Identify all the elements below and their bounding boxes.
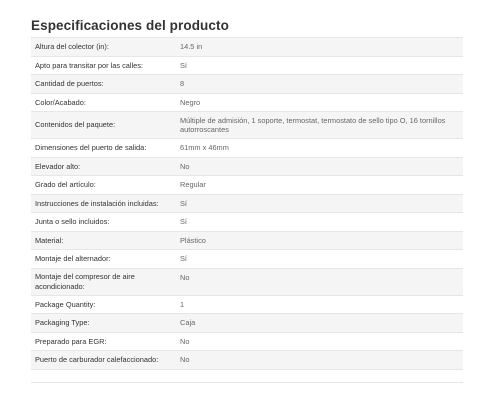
spec-value: Plástico — [174, 231, 463, 250]
spec-value: Sí — [174, 194, 463, 213]
spec-value: No — [174, 268, 463, 295]
spec-row-montaje-alternador — [31, 250, 463, 269]
spec-label: Montaje del alternador: — [31, 250, 174, 269]
spec-label: Dimensiones del puerto de salida: — [31, 139, 174, 158]
spec-row-color-acabado — [31, 93, 463, 112]
spec-row-apto-transitar — [31, 56, 463, 75]
spec-row-instrucciones — [31, 194, 463, 213]
spec-value: No — [174, 351, 463, 370]
spec-value: Múltiple de admisión, 1 soporte, termostat, termostato de sello tipo O, 16 tornillos autorroscantes — [174, 112, 463, 139]
spec-label: Altura del colector (in): — [31, 38, 174, 57]
spec-label: Montaje del compresor de aire acondicionado: — [31, 268, 174, 295]
spec-row-puerto-carburador — [31, 351, 463, 370]
spec-value: Sí — [174, 250, 463, 269]
spec-value: 1 — [174, 295, 463, 314]
spec-label: Grado del artículo: — [31, 176, 174, 195]
spec-row-material — [31, 231, 463, 250]
spec-label: Cantidad de puertos: — [31, 75, 174, 94]
spec-row-preparado-egr — [31, 332, 463, 351]
spec-value: Caja — [174, 314, 463, 333]
section-divider — [31, 382, 463, 383]
spec-row-altura-colector — [31, 38, 463, 57]
spec-label: Contenidos del paquete: — [31, 112, 174, 139]
spec-row-elevador-alto — [31, 157, 463, 176]
spec-label: Package Quantity: — [31, 295, 174, 314]
spec-value: No — [174, 332, 463, 351]
spec-value: Sí — [174, 56, 463, 75]
spec-label: Color/Acabado: — [31, 93, 174, 112]
spec-row-dimensiones-puerto — [31, 139, 463, 158]
spec-value: 61mm x 46mm — [174, 139, 463, 158]
spec-value: No — [174, 157, 463, 176]
spec-label: Apto para transitar por las calles: — [31, 56, 174, 75]
spec-label: Puerto de carburador calefaccionado: — [31, 351, 174, 370]
spec-value: Negro — [174, 93, 463, 112]
spec-label: Instrucciones de instalación incluidas: — [31, 194, 174, 213]
spec-value: Sí — [174, 213, 463, 232]
spec-row-packaging-type — [31, 314, 463, 333]
spec-value: 14.5 in — [174, 38, 463, 57]
specs-table — [31, 37, 463, 370]
spec-value: Regular — [174, 176, 463, 195]
spec-row-package-quantity — [31, 295, 463, 314]
spec-label: Junta o sello incluidos: — [31, 213, 174, 232]
spec-label: Material: — [31, 231, 174, 250]
section-title: Especificaciones del producto — [31, 18, 229, 33]
spec-row-cantidad-puertos — [31, 75, 463, 94]
spec-label: Packaging Type: — [31, 314, 174, 333]
spec-row-montaje-compresor — [31, 268, 463, 295]
spec-row-junta-sello — [31, 213, 463, 232]
spec-row-grado-articulo — [31, 176, 463, 195]
spec-value: 8 — [174, 75, 463, 94]
spec-label: Elevador alto: — [31, 157, 174, 176]
spec-label: Preparado para EGR: — [31, 332, 174, 351]
spec-row-contenidos-paquete — [31, 112, 463, 139]
